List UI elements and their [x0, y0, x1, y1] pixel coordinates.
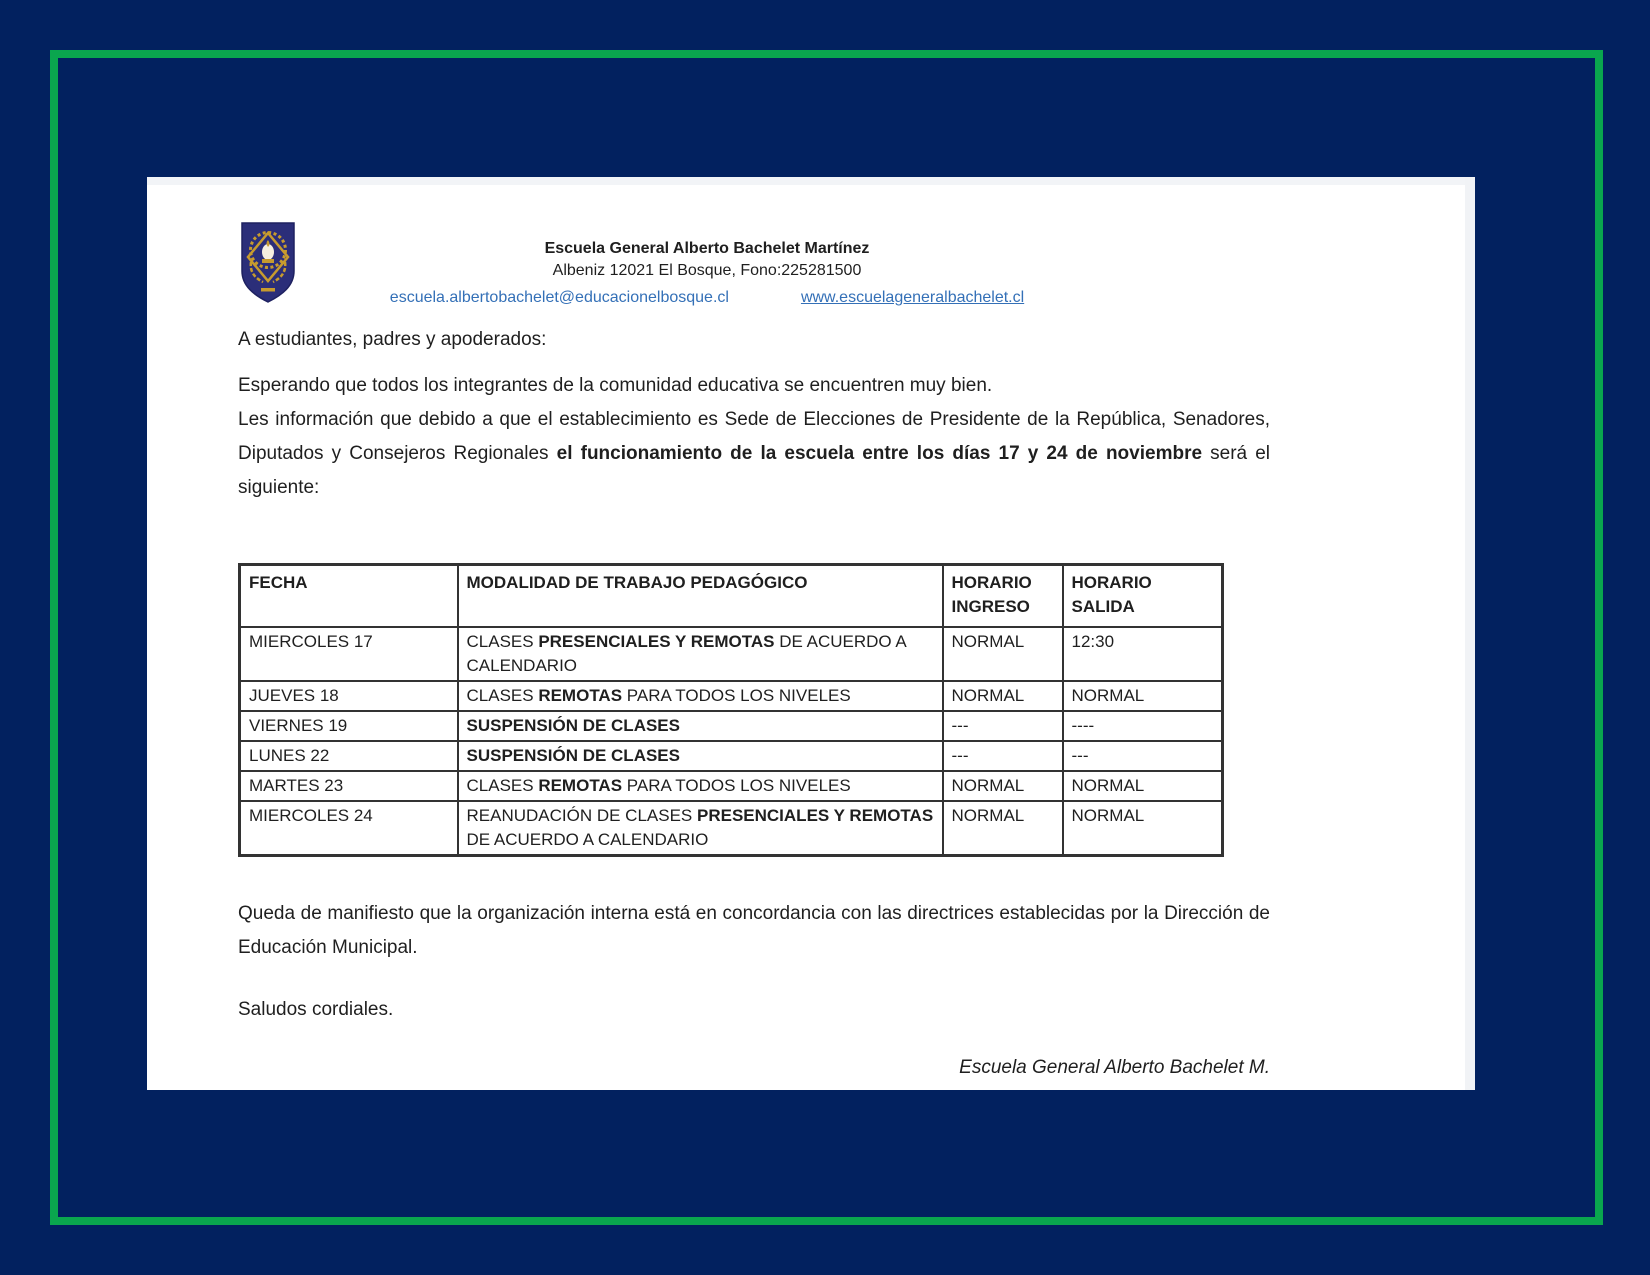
signature-line: Escuela General Alberto Bachelet M. — [959, 1057, 1270, 1078]
email-link[interactable]: escuela.albertobachelet@educacionelbosque.cl — [389, 289, 729, 306]
modalidad-text: PARA TODOS LOS NIVELES — [622, 686, 851, 705]
modalidad-text: CLASES — [466, 776, 539, 795]
cell-fecha: JUEVES 18 — [240, 681, 458, 711]
cell-ingreso: --- — [943, 741, 1063, 771]
cell-fecha: MARTES 23 — [240, 771, 458, 801]
table-row — [240, 681, 1223, 711]
school-address: Albeniz 12021 El Bosque, Fono:225281500 — [552, 262, 862, 279]
document-page — [147, 177, 1475, 1090]
table-header-row — [240, 565, 1223, 628]
cell-salida: ---- — [1063, 711, 1223, 741]
cell-salida: NORMAL — [1063, 681, 1223, 711]
announcement-tail-text: será el siguiente: — [238, 443, 1270, 498]
cell-modalidad — [458, 681, 943, 711]
cell-salida: NORMAL — [1063, 771, 1223, 801]
announcement-bold-text: el funcionamiento de la escuela entre los días 17 y 24 de noviembre — [556, 443, 1203, 464]
cell-ingreso: NORMAL — [943, 801, 1063, 856]
table-row — [240, 801, 1223, 856]
modalidad-text: DE ACUERDO A CALENDARIO — [466, 632, 906, 675]
announcement-paragraph — [238, 403, 1270, 505]
cell-ingreso: NORMAL — [943, 771, 1063, 801]
school-crest-icon — [238, 222, 298, 304]
cell-modalidad — [458, 711, 943, 741]
header-fecha: FECHA — [240, 565, 458, 628]
cell-fecha: LUNES 22 — [240, 741, 458, 771]
cell-modalidad — [458, 771, 943, 801]
website-link[interactable]: www.escuelageneralbachelet.cl — [800, 289, 1025, 306]
modalidad-bold-text: PRESENCIALES Y REMOTAS — [538, 632, 775, 651]
closing-paragraph: Queda de manifiesto que la organización interna está en concordancia con las directrices establecidas por la Dirección de Educación Municipal. — [238, 903, 1270, 958]
cell-ingreso: NORMAL — [943, 627, 1063, 681]
cell-salida: 12:30 — [1063, 627, 1223, 681]
modalidad-bold-text: REMOTAS — [538, 686, 623, 705]
opening-paragraphs — [238, 369, 1270, 505]
table-row — [240, 771, 1223, 801]
farewell-line: Saludos cordiales. — [238, 999, 394, 1020]
cell-salida: --- — [1063, 741, 1223, 771]
salutation: A estudiantes, padres y apoderados: — [238, 329, 547, 350]
announcement-regular-text: Les información que debido a que el establecimiento es Sede de Elecciones de Presidente de la República, Senadores, Diputados y Consejeros Regionales — [238, 409, 1270, 464]
cell-modalidad — [458, 627, 943, 681]
page-right-edge — [1465, 177, 1475, 1090]
modalidad-bold-text: REMOTAS — [538, 776, 623, 795]
cell-modalidad — [458, 801, 943, 856]
table-row — [240, 627, 1223, 681]
table-row — [240, 711, 1223, 741]
school-name: Escuela General Alberto Bachelet Martínez — [544, 240, 870, 257]
page-top-edge — [147, 177, 1475, 185]
cell-fecha: VIERNES 19 — [240, 711, 458, 741]
cell-ingreso: NORMAL — [943, 681, 1063, 711]
modalidad-text: PARA TODOS LOS NIVELES — [622, 776, 851, 795]
cell-fecha: MIERCOLES 17 — [240, 627, 458, 681]
modalidad-bold-text: SUSPENSIÓN DE CLASES — [466, 746, 680, 765]
modalidad-text: CLASES — [466, 686, 539, 705]
modalidad-bold-text: SUSPENSIÓN DE CLASES — [466, 716, 680, 735]
header-horario-ingreso: HORARIO INGRESO — [943, 565, 1063, 628]
cell-ingreso: --- — [943, 711, 1063, 741]
greeting-line: Esperando que todos los integrantes de la comunidad educativa se encuentren muy bien. — [238, 375, 993, 396]
table-row — [240, 741, 1223, 771]
header-horario-salida: HORARIO SALIDA — [1063, 565, 1223, 628]
letterhead — [327, 239, 1087, 308]
modalidad-text: CLASES — [466, 632, 539, 651]
schedule-table — [238, 563, 1224, 857]
cell-fecha: MIERCOLES 24 — [240, 801, 458, 856]
cell-salida: NORMAL — [1063, 801, 1223, 856]
cell-modalidad — [458, 741, 943, 771]
modalidad-bold-text: PRESENCIALES Y REMOTAS — [697, 806, 934, 825]
modalidad-text: REANUDACIÓN DE CLASES — [466, 806, 697, 825]
modalidad-text: DE ACUERDO A CALENDARIO — [466, 830, 709, 849]
contact-links-row — [327, 288, 1087, 308]
header-modalidad: MODALIDAD DE TRABAJO PEDAGÓGICO — [458, 565, 943, 628]
